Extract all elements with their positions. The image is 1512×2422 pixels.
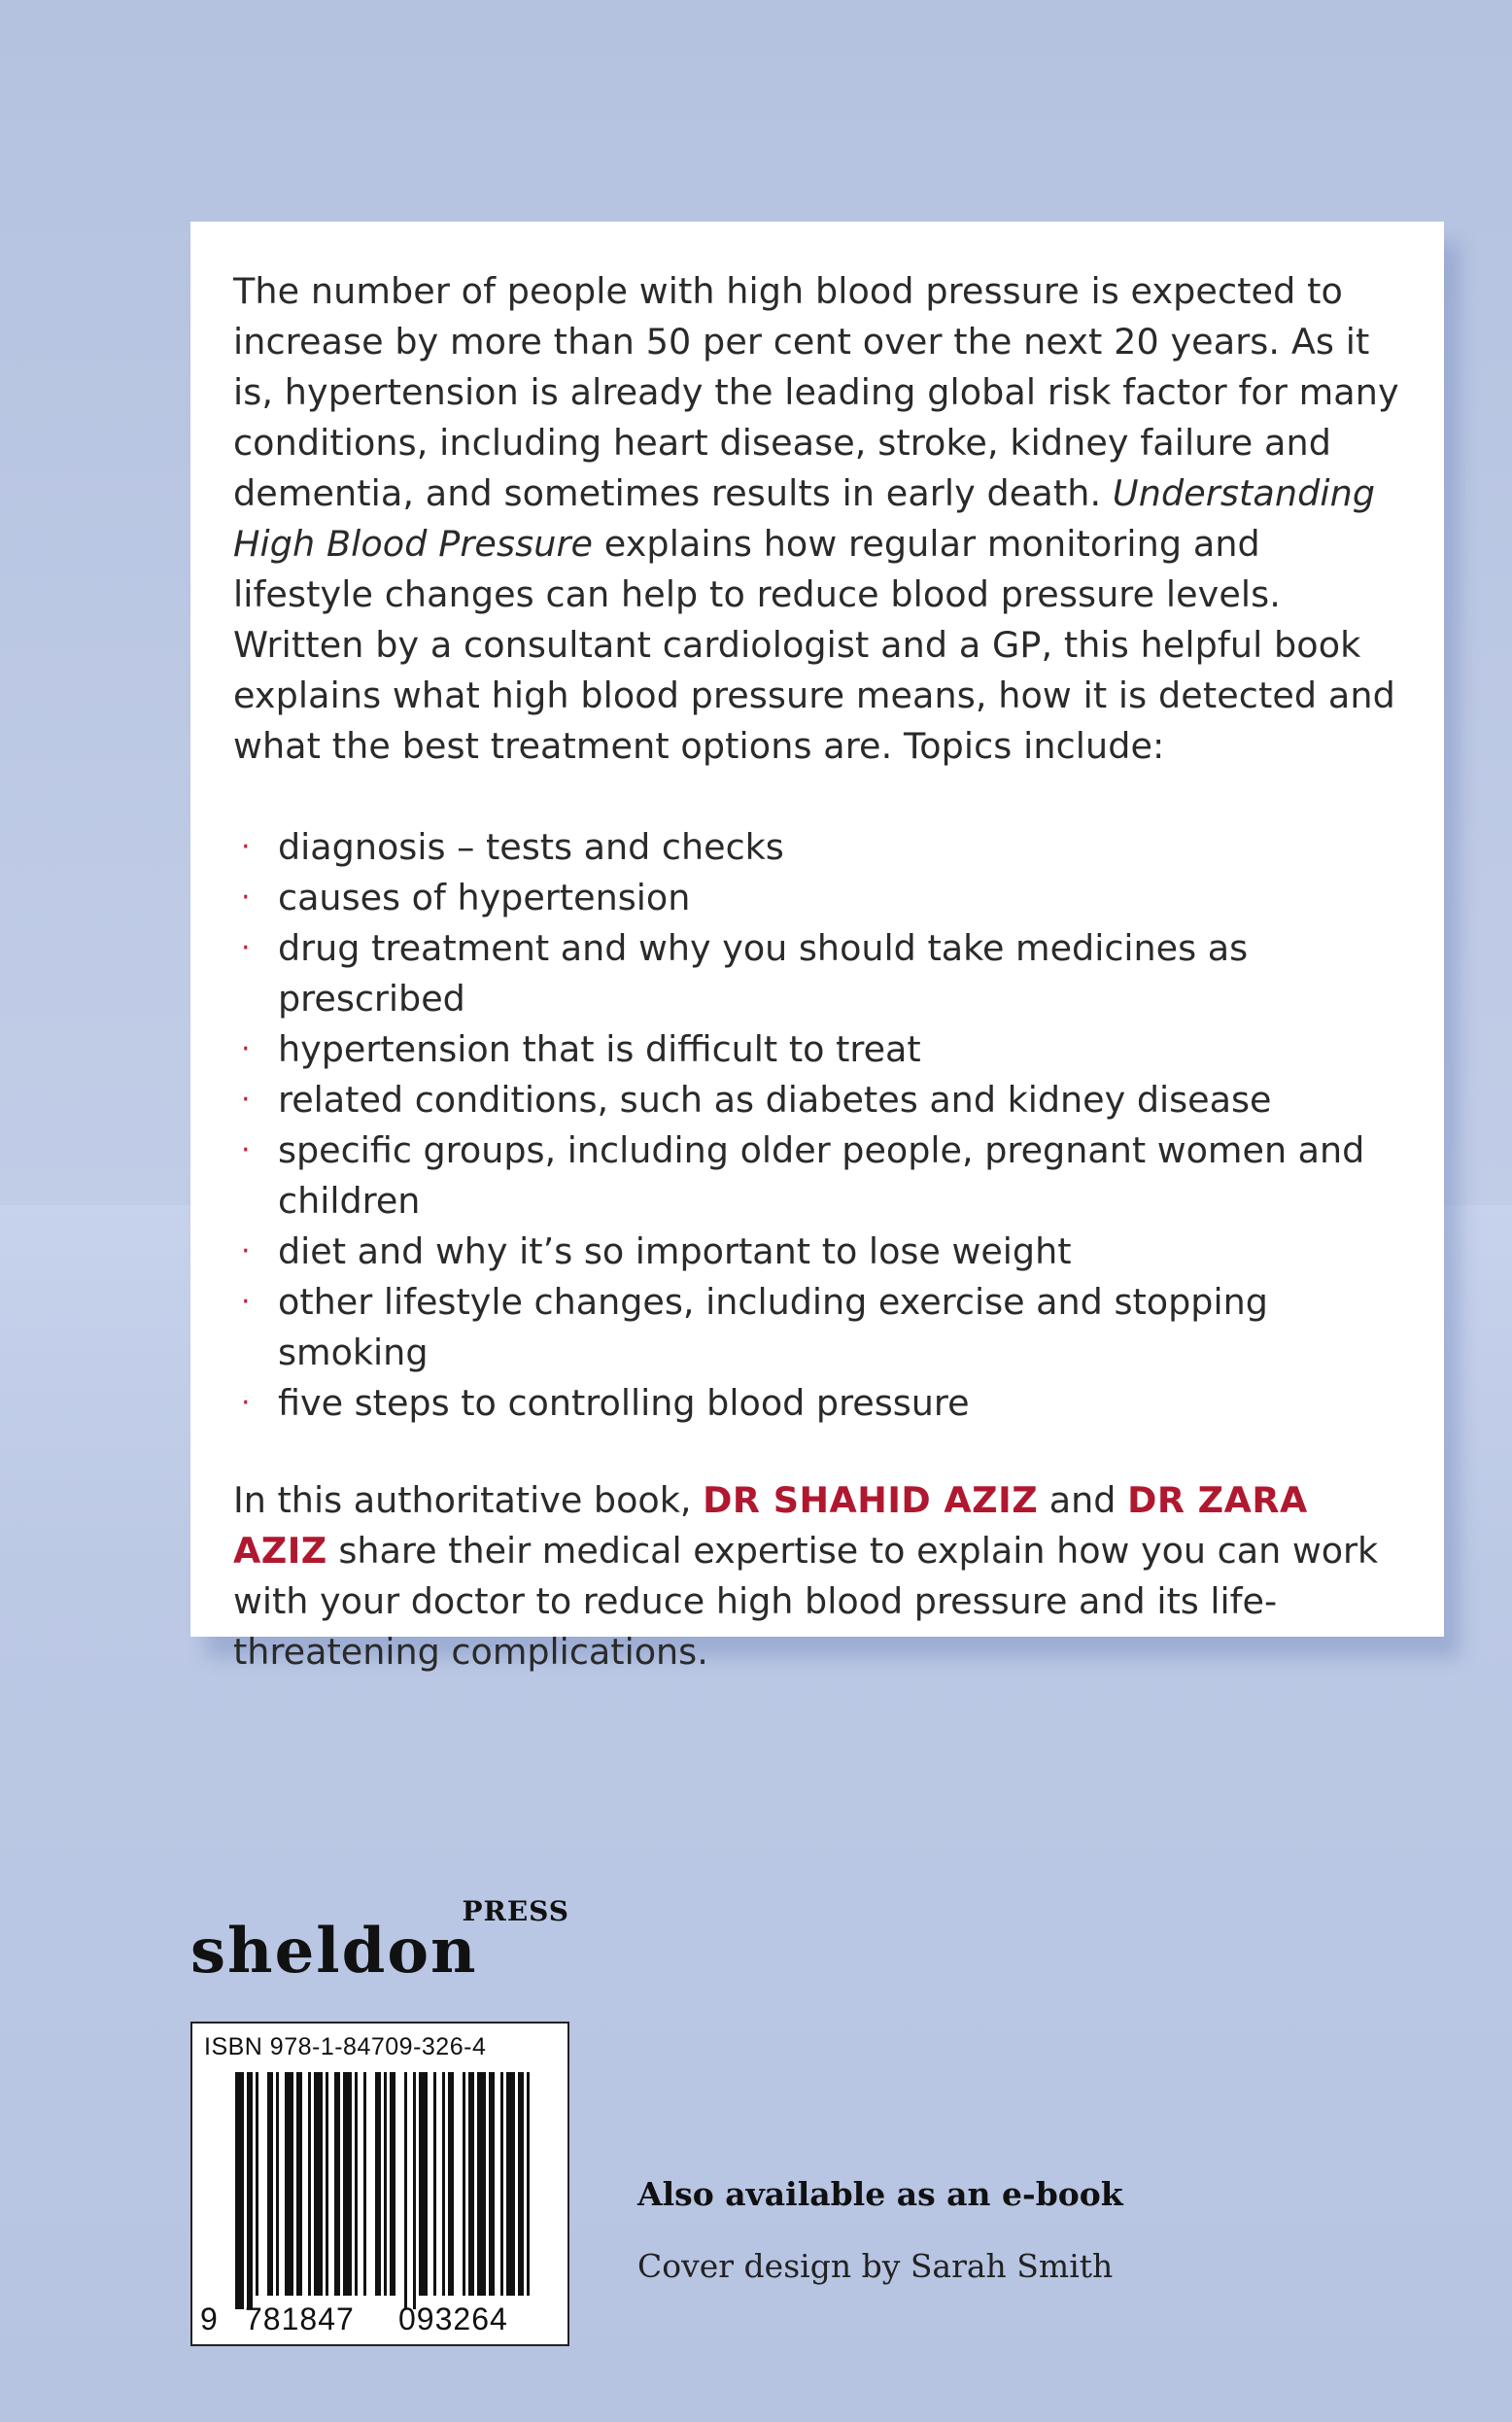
list-item: · specific groups, including older people, pregnant women and children [233,1125,1405,1227]
barcode-bar [235,2072,244,2309]
list-item: · hypertension that is difficult to treat [233,1024,1405,1075]
closing-paragraph: In this authoritative book, DR SHAHID AZIZ and DR ZARA AZIZ share their medical expertise to explain how you can work with your doctor to reduce high blood pressure and its life-threatening complications. [233,1479,1379,1673]
barcode-bar [448,2072,454,2296]
barcode-bar [518,2072,524,2296]
barcode-bar [527,2072,530,2296]
barcode-bar [375,2072,381,2296]
bullet-icon: · [241,1386,251,1420]
barcode-bar [247,2072,253,2309]
bullet-icon: · [241,881,251,915]
bullet-icon: · [241,931,251,965]
barcode-digits-left: 781847 [245,2301,355,2336]
list-item: · diagnosis – tests and checks [233,822,1405,873]
barcode-bar [308,2072,311,2296]
list-item: · drug treatment and why you should take medicines as prescribed [233,923,1405,1024]
barcode-bar [489,2072,495,2296]
description-panel [190,222,1444,1673]
barcode-bar [343,2072,352,2296]
bullet-icon: · [241,1234,251,1268]
barcode-bar [314,2072,323,2296]
barcode-bar [326,2072,328,2296]
list-item: · causes of hypertension [233,873,1405,923]
barcode-bar [419,2072,428,2296]
isbn-label: ISBN 978-1-84709-326-4 [204,2033,487,2060]
book-title: Understanding High Blood Pressure [233,472,1376,565]
list-item: · five steps to controlling blood pressure [233,1378,1405,1429]
barcode-bar [296,2072,302,2296]
bullet-icon: · [241,1083,251,1117]
barcode-icon [192,2024,567,2344]
barcode-box [190,2022,569,2346]
topics-list [233,822,1405,1429]
barcode-bar [404,2072,407,2309]
bullet-icon: · [241,1285,251,1319]
intro-paragraph [233,266,1405,772]
author-name-zara: DR ZARA AZIZ [233,1479,1308,1572]
bullet-icon: · [241,1133,251,1167]
barcode-bar [267,2072,273,2296]
barcode-bar [390,2072,395,2296]
barcode-bar [256,2072,258,2296]
ebook-availability: Also available as an e-book [637,2175,1123,2213]
barcode-bar [384,2072,387,2296]
barcode-bar [477,2072,486,2296]
barcode-bar [506,2072,515,2296]
barcode-bar [413,2072,416,2309]
bullet-icon: · [241,830,251,864]
list-item: · other lifestyle changes, including exercise and stopping smoking [233,1277,1405,1378]
barcode-bar [285,2072,293,2296]
barcode-bar [276,2072,279,2296]
list-item: · diet and why it’s so important to lose weight [233,1227,1405,1277]
logo-name-text: sheldon [190,1915,478,1988]
cover-design-credit: Cover design by Sarah Smith [637,2247,1114,2285]
author-name-shahid: DR SHAHID AZIZ [703,1479,1039,1521]
bullet-icon: · [241,1032,251,1066]
intro-text-1: The number of people with high blood pressure is expected to increase by more than 50 per cent over the next 20 years. As it is, hypertension is already the leading global risk factor for many conditions, including heart disease, stroke, kidney failure and dementia, and sometimes results in early death. [233,270,1399,514]
barcode-bar [468,2072,474,2296]
barcode-bar [334,2072,340,2296]
barcode-digits-right: 093264 [398,2301,508,2336]
barcode-bar [363,2072,366,2296]
logo-press-text: PRESS [462,1895,569,1927]
barcode-bar [463,2072,465,2296]
barcode-bar [442,2072,445,2296]
barcode-bar [355,2072,358,2296]
barcode-digit-first: 9 [200,2301,218,2336]
sheldon-press-logo [190,1895,579,1992]
barcode-bar [433,2072,436,2296]
list-item: · related conditions, such as diabetes and kidney disease [233,1075,1405,1125]
barcode-bar [500,2072,503,2296]
intro-text-2: explains how regular monitoring and lifestyle changes can help to reduce blood pressure levels. Written by a consultant cardiologist and a GP, this helpful book explains what high blood pressure means, how it is detected and what the best treatment options are. Topics include: [233,523,1395,767]
